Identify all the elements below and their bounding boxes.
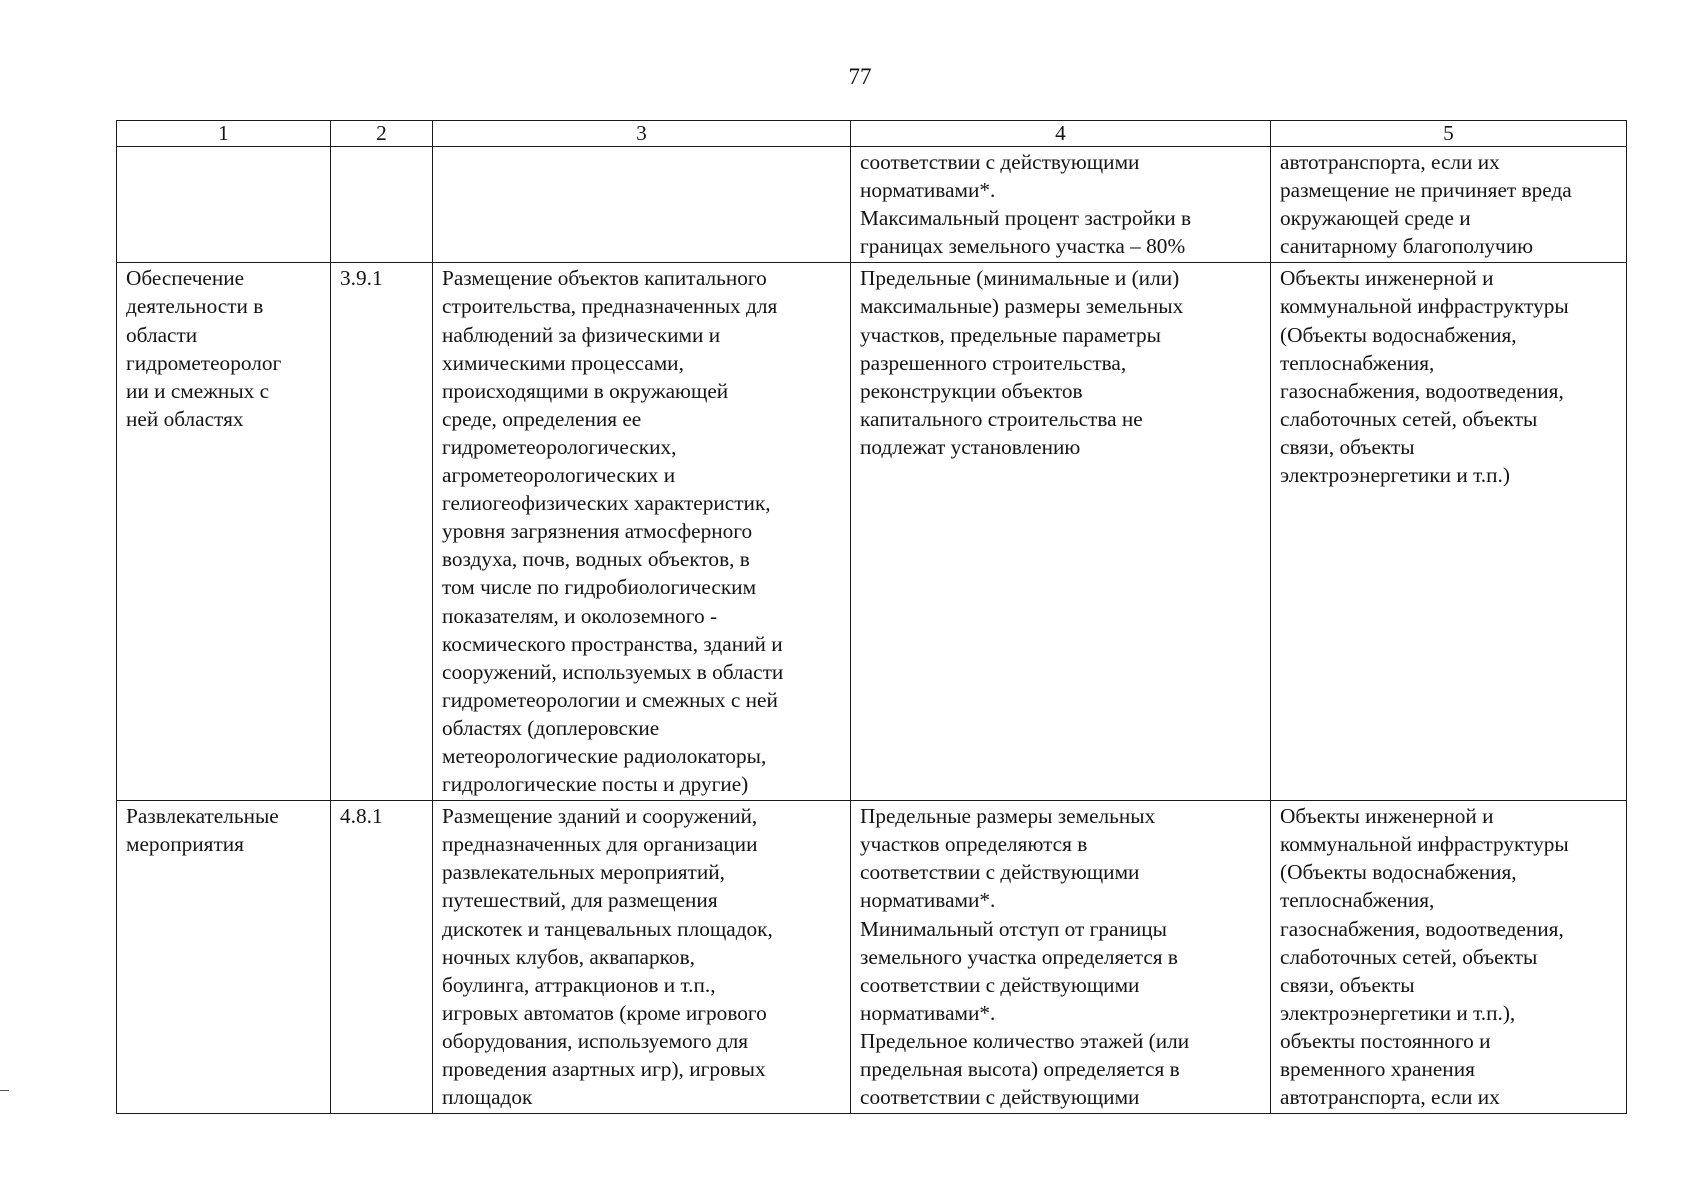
land-use-table (116, 120, 1627, 1114)
parameters-cell: соответствии с действующими нормативами*. Максимальный процент застройки в границах земельного участка – 80% (851, 147, 1271, 263)
parameters-cell: Предельные размеры земельных участков определяются в соответствии с действующими нормативами*. Минимальный отступ от границы земельного участка определяется в соответствии с действующими нормативами*. Предельное количество этажей (или предельная высота) определяется в соответствии с действующими (851, 801, 1271, 1114)
parameters-cell: Предельные (минимальные и (или) максимальные) размеры земельных участков, предельные параметры разрешенного строительства, реконструкции объектов капитального строительства не подлежат установлению (851, 263, 1271, 801)
use-name-cell: Развлекательные мероприятия (117, 801, 331, 1114)
header-cell: 4 (851, 121, 1271, 147)
code-cell (331, 147, 433, 263)
description-cell (433, 147, 851, 263)
description-cell: Размещение объектов капитального строительства, предназначенных для наблюдений за физическими и химическими процессами, происходящими в окружающей среде, определения ее гидрометеорологических, агрометеорологических и гелиогеофизических характеристик, уровня загрязнения атмосферного воздуха, почв, водных объектов, в том числе по гидробиологическим показателям, и околоземного - космического пространства, зданий и сооружений, используемых в области гидрометеорологии и смежных с ней областях (доплеровские метеорологические радиолокаторы, гидрологические посты и другие) (433, 263, 851, 801)
use-name-cell (117, 147, 331, 263)
table-row (117, 263, 1627, 801)
auxiliary-uses-cell: автотранспорта, если их размещение не причиняет вреда окружающей среде и санитарному благополучию (1271, 147, 1627, 263)
description-cell: Размещение зданий и сооружений, предназначенных для организации развлекательных мероприятий, путешествий, для размещения дискотек и танцевальных площадок, ночных клубов, аквапарков, боулинга, аттракционов и т.п., игровых автоматов (кроме игрового оборудования, используемого для проведения азартных игр), игровых площадок (433, 801, 851, 1114)
auxiliary-uses-cell: Объекты инженерной и коммунальной инфраструктуры (Объекты водоснабжения, теплоснабжения, газоснабжения, водоотведения, слаботочных сетей, объекты связи, объекты электроэнергетики и т.п.), объекты постоянного и временного хранения автотранспорта, если их (1271, 801, 1627, 1114)
table-row (117, 147, 1627, 263)
header-cell: 2 (331, 121, 433, 147)
auxiliary-uses-cell: Объекты инженерной и коммунальной инфраструктуры (Объекты водоснабжения, теплоснабжения, газоснабжения, водоотведения, слаботочных сетей, объекты связи, объекты электроэнергетики и т.п.) (1271, 263, 1627, 801)
header-cell: 3 (433, 121, 851, 147)
table-row (117, 801, 1627, 1114)
use-name-cell: Обеспечение деятельности в области гидрометеоролог ии и смежных с ней областях (117, 263, 331, 801)
header-cell: 1 (117, 121, 331, 147)
table-header-row (117, 121, 1627, 147)
margin-mark (0, 1090, 9, 1091)
code-cell: 4.8.1 (331, 801, 433, 1114)
code-cell: 3.9.1 (331, 263, 433, 801)
page-number: 77 (848, 64, 872, 89)
header-cell: 5 (1271, 121, 1627, 147)
